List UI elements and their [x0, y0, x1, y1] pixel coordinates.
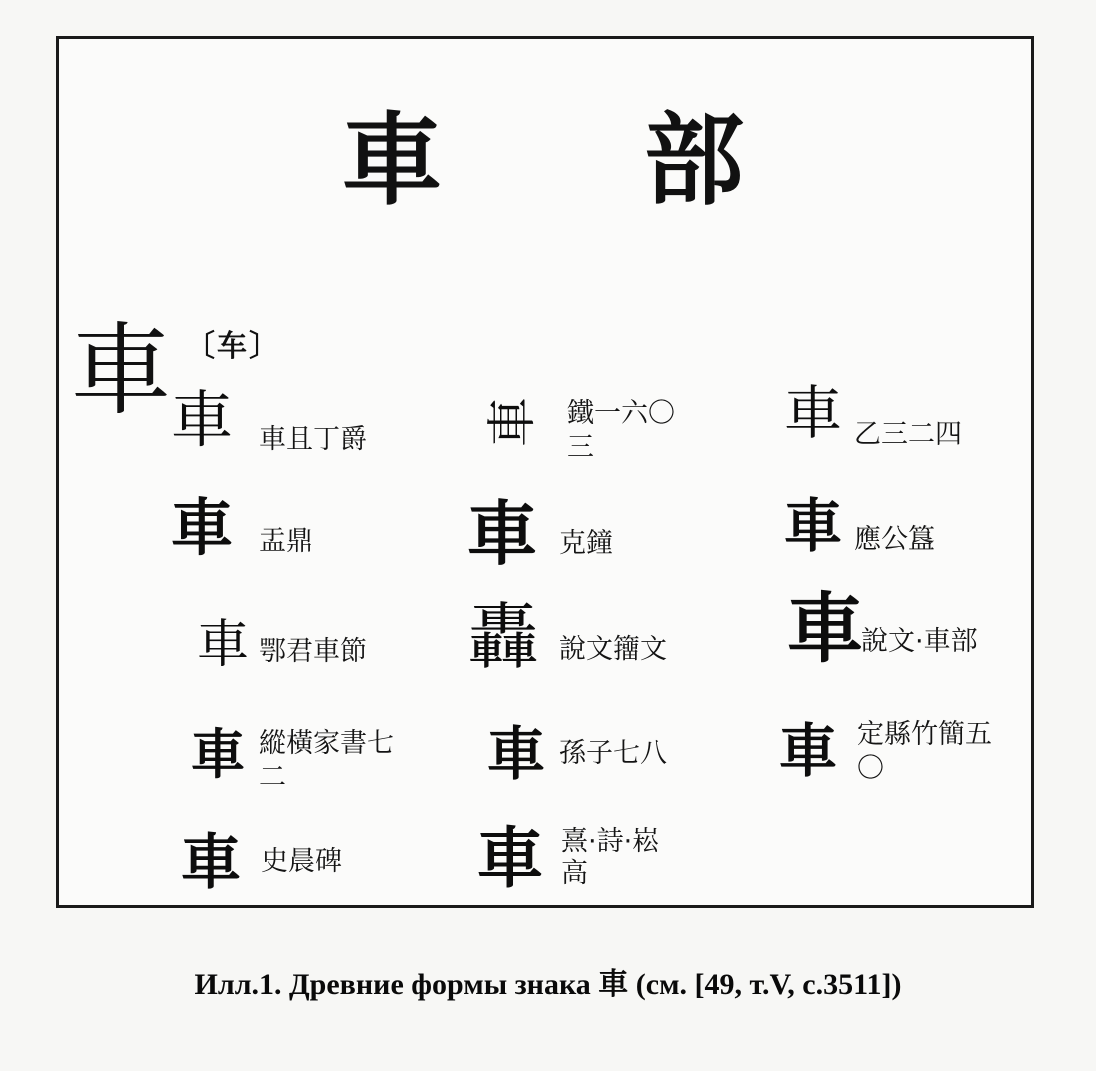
ancient-glyph: 車	[784, 492, 843, 560]
source-label: 鄂君車節	[259, 636, 367, 667]
source-label: 盂鼎	[259, 526, 313, 557]
source-label: 定縣竹簡五	[857, 719, 992, 750]
ancient-glyph: 車	[784, 379, 843, 447]
source-label-continued: 三	[567, 432, 594, 463]
ancient-glyph: 轟	[467, 595, 540, 679]
source-label-continued: 高	[561, 858, 588, 889]
source-label: 鐵一六〇	[567, 398, 675, 429]
ancient-glyph: 車	[171, 383, 234, 456]
source-label: 車且丁爵	[259, 424, 367, 455]
ancient-glyph: 車	[467, 492, 537, 575]
source-label: 縱橫家書七	[259, 728, 394, 759]
ancient-glyph: 車	[477, 819, 543, 897]
ancient-glyph: 車	[487, 720, 546, 788]
source-label: 說文·車部	[861, 626, 978, 657]
ancient-glyph: 車	[787, 584, 863, 673]
ancient-glyph: 車	[483, 397, 541, 447]
dictionary-entry-frame	[56, 36, 1034, 908]
source-label: 克鐘	[559, 528, 613, 559]
source-label-continued: 二	[259, 762, 286, 793]
source-label: 乙三二四	[854, 419, 962, 450]
source-label: 孫子七八	[559, 738, 667, 769]
ancient-glyph: 車	[171, 491, 234, 564]
radical-char-bu: 部	[644, 102, 744, 219]
source-label: 熹·詩·崧	[561, 826, 660, 857]
ancient-glyph: 車	[779, 717, 838, 785]
source-label: 史晨碑	[261, 846, 342, 877]
source-label-continued: 〇	[857, 753, 884, 784]
ancient-glyph: 車	[181, 828, 241, 898]
source-label: 說文籒文	[559, 634, 667, 665]
radical-char-che: 車	[342, 102, 442, 219]
ancient-glyph: 車	[191, 722, 245, 786]
ancient-glyph: 車	[197, 615, 250, 675]
figure-caption: Илл.1. Древние формы знака 車 (см. [49, т.V, с.3511])	[194, 968, 902, 1001]
head-character: 車	[71, 312, 171, 429]
simplified-form: 〔车〕	[185, 329, 281, 364]
source-label: 應公簋	[854, 524, 935, 555]
